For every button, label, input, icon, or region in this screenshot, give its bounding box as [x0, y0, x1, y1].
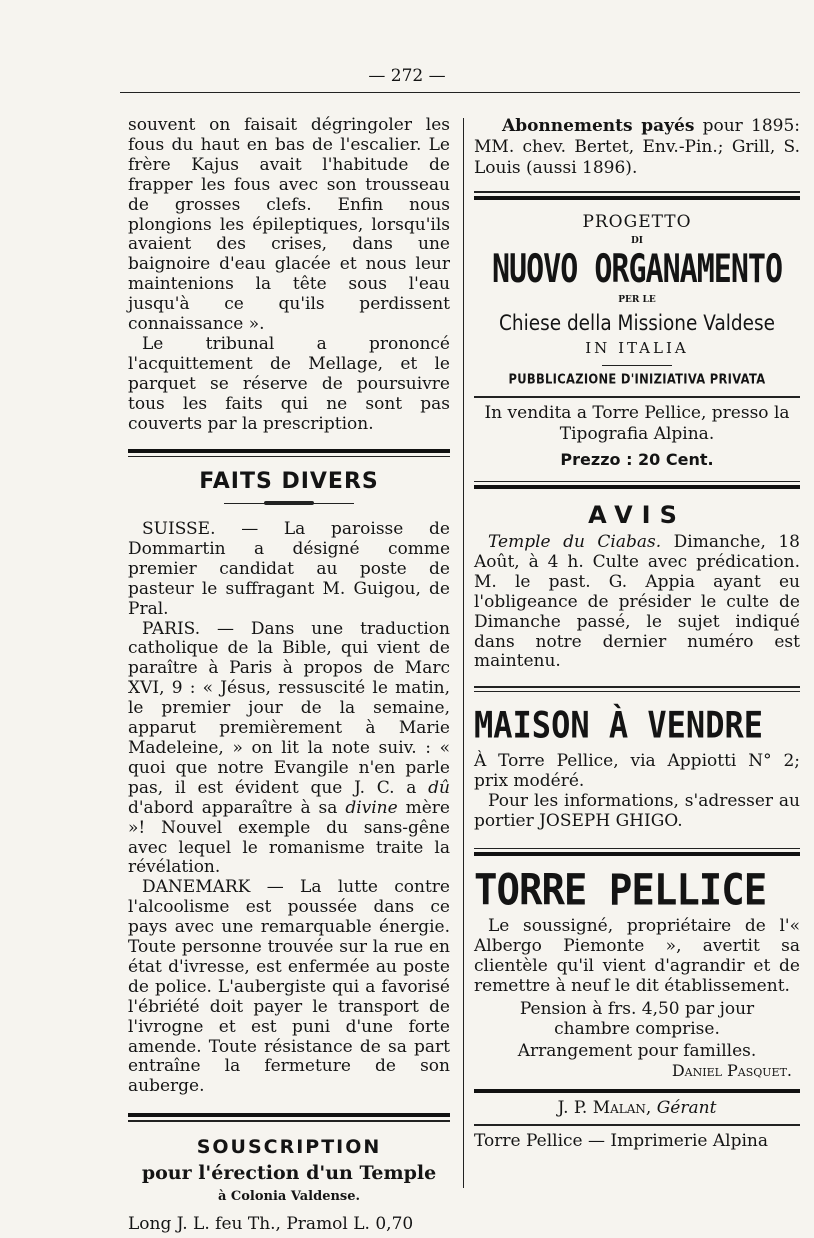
column-divider: [463, 118, 464, 1188]
section-rule: [128, 456, 450, 458]
tribunal-paragraph: Le tribunal a prononcé l'acquittement de Mellage, et le parquet se réserve de poursuivre tous les faits qui ne sont pas couverts par la prescription.: [128, 333, 450, 434]
section-rule: [474, 1089, 800, 1093]
left-column: [128, 116, 450, 1234]
gerant-role: Gérant: [656, 1098, 717, 1119]
section-rule: [474, 686, 800, 688]
section-rule: [474, 848, 800, 850]
paris-emphasis: divine: [345, 797, 398, 818]
albergo-notice: Le soussigné, propriétaire de l'« Albergo Piemonte », avertit sa clientèle qu'il vient d'agrandir et de remettre à neuf le dit établissement.: [474, 916, 800, 997]
news-danemark: DANEMARK — La lutte contre l'alcoolisme est poussée dans ce pays avec une remarquable énergie. Toute personne trouvée sur la rue en état d'ivresse, est enfermée au poste de police. L'aubergiste qui a favorisé l'ébriété doit payer le transport de l'ivrogne et est puni d'une forte amende. Toute résistance de sa part entraîne la fermeture de son auberge.: [128, 877, 450, 1097]
section-rule: [474, 191, 800, 193]
header-rule: [120, 92, 800, 93]
progetto-di: DI: [630, 235, 643, 246]
news-suisse: SUISSE. — La paroisse de Dommartin a désigné comme premier candidat au poste de pasteur le suffragant M. Guigou, de Pral.: [128, 519, 450, 619]
abonnements-text: pour 1895: MM. chev. Bertet, Env.-Pin.; Grill, S. Louis (aussi 1896).: [474, 116, 800, 178]
gerant-name: J. P. Malan,: [557, 1098, 652, 1119]
avis-place: Temple du Ciabas.: [488, 532, 662, 552]
section-rule: [474, 691, 800, 693]
short-rule: [602, 365, 672, 367]
gerant-line: [474, 1098, 800, 1118]
progetto-heading: PROGETTO: [582, 211, 692, 232]
faits-divers-heading: FAITS DIVERS: [199, 469, 379, 494]
maison-address: À Torre Pellice, via Appiotti N° 2; prix modéré.: [474, 751, 800, 792]
souscription-entry: Long J. L. feu Th., Pramol L. 0,70: [128, 1213, 414, 1234]
souscription-subtitle: pour l'érection d'un Temple: [141, 1161, 437, 1184]
news-paris: [128, 620, 450, 879]
avis-paragraph: [474, 533, 800, 672]
avis-text: Dimanche, 18 Août, à 4 h. Culte avec prédication. M. le past. G. Appia ayant eu l'obligeance de présider le culte de Dimanche passé, le sujet indiqué dans notre dernier numéro est maintenu.: [474, 532, 800, 672]
signature: Daniel Pasquet.: [671, 1061, 792, 1081]
paris-text: mère »! Nouvel exemple du sans-gêne avec lequel le romanisme traite la révélation.: [128, 797, 450, 878]
souscription-heading: SOUSCRIPTION: [196, 1135, 382, 1158]
section-rule: [128, 1120, 450, 1122]
section-rule: [474, 852, 800, 856]
section-rule: [474, 1124, 800, 1126]
section-rule: [474, 485, 800, 489]
per-le-label: PER LE: [618, 294, 656, 305]
section-rule: [474, 396, 800, 398]
souscription-location: à Colonia Valdense.: [217, 1188, 361, 1204]
ornament-divider: [224, 500, 354, 508]
paris-text: d'abord apparaître à sa: [128, 797, 346, 818]
in-italia-label: IN ITALIA: [585, 338, 689, 357]
page-number: — 272 —: [368, 66, 446, 86]
section-rule: [474, 196, 800, 200]
maison-contact: Pour les informations, s'adresser au portier JOSEPH GHIGO.: [474, 791, 800, 832]
pension-line: Pension à frs. 4,50 par jour: [519, 999, 755, 1020]
section-rule: [128, 1113, 450, 1117]
chiese-title: Chiese della Missione Valdese: [498, 310, 776, 335]
abonnements-notice: [474, 116, 800, 179]
right-column: [474, 116, 800, 1151]
vendita-text: In vendita a Torre Pellice, presso la Tipografia Alpina.: [484, 402, 790, 444]
maison-a-vendre-heading: MAISON À VENDRE: [474, 703, 763, 748]
arrangement-line: Arrangement pour familles.: [517, 1041, 757, 1062]
section-rule: [128, 449, 450, 453]
paris-emphasis: dû: [428, 777, 450, 798]
nuovo-organamento-title: NUOVO ORGANAMENTO: [491, 246, 783, 292]
section-rule: [474, 481, 800, 483]
prezzo-label: Prezzo : 20 Cent.: [560, 449, 714, 469]
asylum-paragraph: souvent on faisait dégringoler les fous du haut en bas de l'escalier. Le frère Kajus avait l'habitude de frapper les fous avec son trousseau de grosses clefs. Enfin nous plongions les épileptiques, lorsqu'ils avaient des crises, dans une baignoire d'eau glacée et nous leur maintenions la tête sous l'eau jusqu'à ce qu'ils perdissent connaissance ».: [128, 115, 450, 335]
torre-pellice-heading: TORRE PELLICE: [474, 866, 767, 916]
abonnements-label: Abonnements payés: [502, 116, 695, 136]
pension-line-2: chambre comprise.: [554, 1019, 720, 1040]
avis-heading: AVIS: [588, 501, 686, 529]
paris-text: PARIS. — Dans une traduction catholique de la Bible, qui vient de paraître à Paris à propos de Marc XVI, 9 : « Jésus, ressuscité le matin, le premier jour de la semaine, apparut premièrement à Marie Madeleine, » on lit la note suiv. : « quoi que notre Evangile n'en parle pas, il est évident que J. C. a: [128, 618, 450, 798]
pubblicazione-label: PUBBLICAZIONE D'INIZIATIVA PRIVATA: [508, 370, 766, 388]
imprimerie-line: Torre Pellice — Imprimerie Alpina: [474, 1130, 769, 1151]
